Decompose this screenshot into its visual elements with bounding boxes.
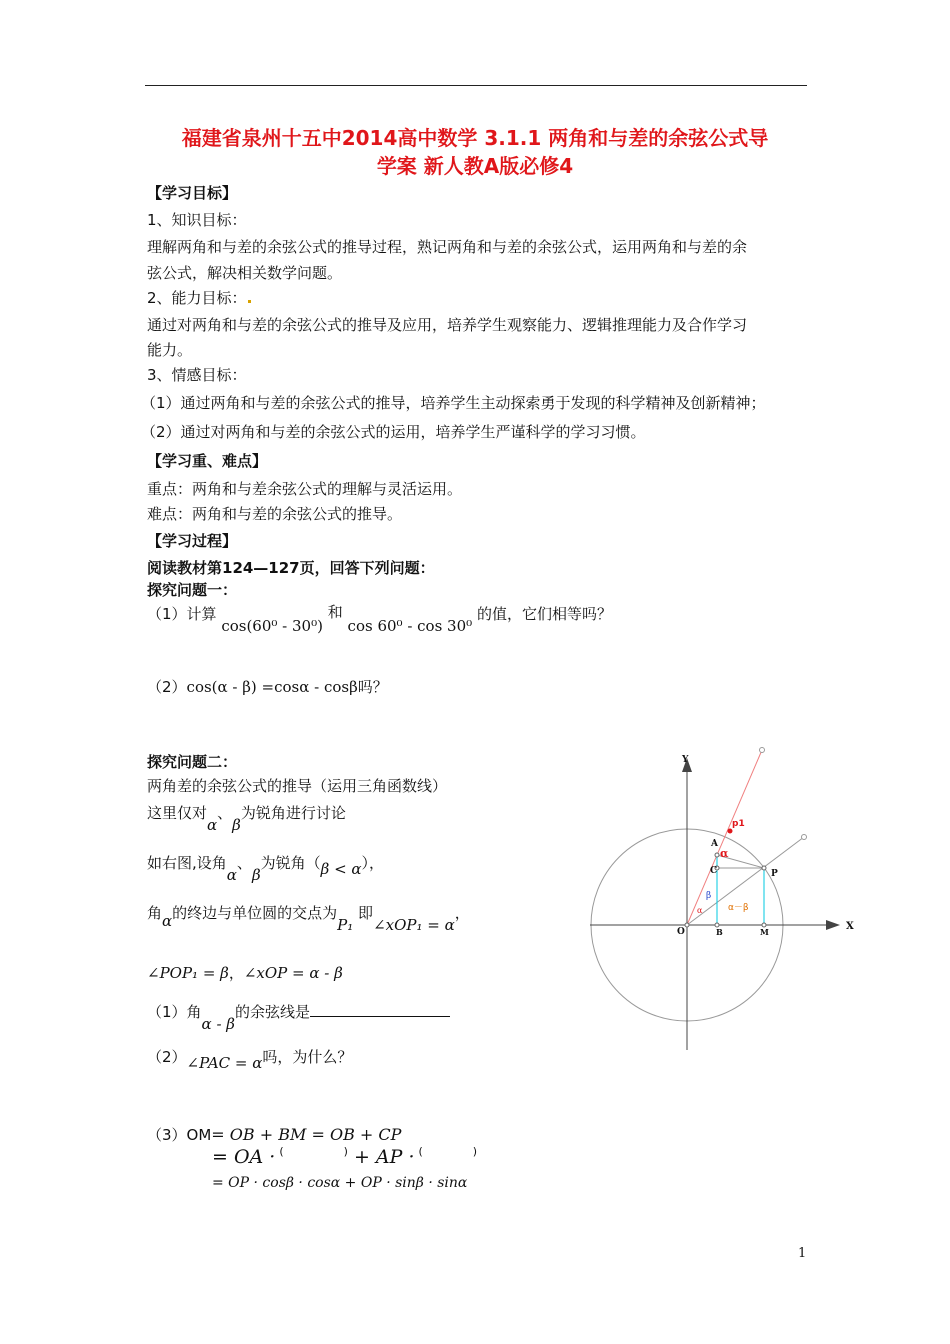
q1-expr-1: cos(60⁰ - 30⁰) (221, 617, 323, 635)
point-p (762, 866, 766, 870)
explore2-title: 探究问题二： (147, 753, 238, 771)
ability-text-2: 能力。 (147, 341, 193, 359)
x-axis-arrow (826, 920, 840, 930)
emotion-label: 3、情感目标： (147, 366, 247, 384)
question-2: （2）cos(α - β) =cosα - cosβ吗？ (147, 678, 388, 696)
sub3-line-2: = OA · ( ) + AP · ( ) (212, 1145, 478, 1168)
ray-p-end (802, 835, 807, 840)
emotion-item-1: （1）通过两角和与差的余弦公式的推导，培养学生主动探索勇于发现的科学精神及创新精神； (141, 394, 766, 412)
label-y: Y (682, 755, 689, 765)
key-point: 重点：两角和与差余弦公式的理解与灵活运用。 (147, 480, 463, 498)
knowledge-text-2: 弦公式，解决相关数学问题。 (147, 264, 343, 282)
explore2-line-2: 这里仅对α、β为锐角进行讨论 (147, 804, 346, 834)
unit-circle-figure (570, 730, 870, 1060)
label-beta: β (706, 891, 712, 901)
process-header: 【学习过程】 (147, 532, 238, 550)
explore2-line-1: 两角差的余弦公式的推导（运用三角函数线） (147, 777, 448, 795)
label-alpha-top: α (720, 847, 729, 860)
label-b: B (716, 927, 723, 937)
label-o: O (677, 927, 685, 937)
sub-question-3: （3）OM= OB + BM = OB + CP (147, 1125, 402, 1144)
answer-blank[interactable] (310, 1002, 450, 1017)
setup-line: 如右图,设角α、β为锐角（β < α）， (147, 854, 385, 884)
label-a: A (711, 839, 718, 849)
question-1: （1）计算 cos(60⁰ - 30⁰) 和 cos 60⁰ - cos 30⁰ 的值，它们相等吗？ (147, 603, 612, 635)
ray-p1-end (760, 748, 765, 753)
label-alpha-minus-beta: α－β (728, 903, 749, 913)
sub-question-2: （2）∠PAC = α吗，为什么？ (147, 1048, 353, 1072)
label-p1: p1 (732, 819, 745, 829)
label-c: C (710, 866, 718, 876)
label-alpha-small: α (697, 906, 703, 915)
q2-expr: cos(α - β) =cosα - cosβ (186, 678, 358, 696)
ray-p1 (687, 750, 762, 925)
sub-question-1: （1）角α - β的余弦线是 (147, 1001, 450, 1022)
point-p1 (728, 829, 733, 834)
key-header: 【学习重、难点】 (147, 452, 268, 470)
difficult-point: 难点：两角和与差的余弦公式的推导。 (147, 505, 403, 523)
sub3-line-3: = OP · cosβ · cosα + OP · sinβ · sinα (212, 1175, 468, 1191)
angle-eqs: ∠POP₁ = β，∠xOP = α - β (147, 964, 343, 982)
goals-header: 【学习目标】 (147, 184, 238, 202)
label-p: P (771, 869, 778, 879)
point-a (715, 853, 719, 857)
explore1-title: 探究问题一： (147, 581, 238, 599)
doc-title-line1: 福建省泉州十五中2014高中数学 3.1.1 两角和与差的余弦公式导 (181, 126, 769, 150)
angle-line: 角α的终边与单位圆的交点为P₁ 即∠xOP₁ = α， (147, 904, 470, 934)
page-number: 1 (798, 1246, 807, 1261)
emotion-item-2: （2）通过对两角和与差的余弦公式的运用，培养学生严谨科学的学习习惯。 (141, 423, 646, 441)
label-m: M (760, 927, 769, 937)
label-x: X (846, 921, 854, 932)
reading-instruction: 阅读教材第124—127页，回答下列问题： (147, 559, 435, 577)
point-o (685, 923, 689, 927)
doc-title-line2: 学案 新人教A版必修4 (376, 154, 574, 178)
q1-expr-2: cos 60⁰ - cos 30⁰ (347, 617, 473, 635)
top-rule (145, 85, 807, 86)
ability-text-1: 通过对两角和与差的余弦公式的推导及应用，培养学生观察能力、逻辑推理能力及合作学习 (147, 316, 748, 334)
knowledge-label: 1、知识目标： (147, 211, 247, 229)
knowledge-text-1: 理解两角和与差的余弦公式的推导过程，熟记两角和与差的余弦公式，运用两角和与差的余 (147, 238, 748, 256)
ability-label: 2、能力目标： (147, 287, 252, 308)
